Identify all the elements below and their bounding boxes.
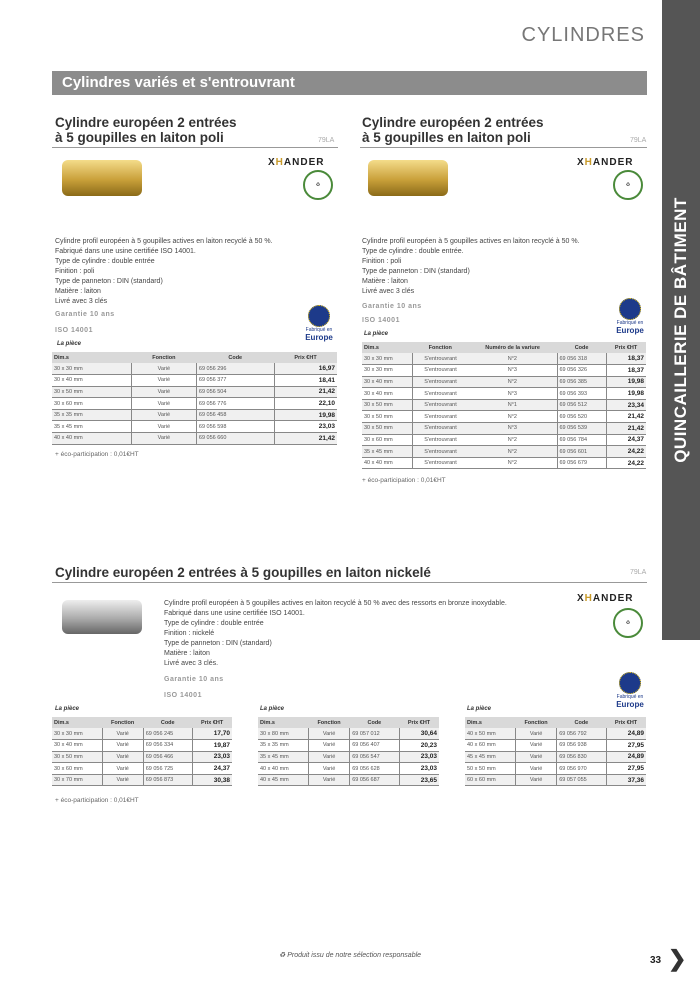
product-title: Cylindre européen 2 entrées à 5 goupilles en laiton nickelé xyxy=(55,565,431,580)
column-header: Numéro de la variure xyxy=(468,342,557,353)
description-line: Finition : poli xyxy=(362,258,402,265)
eu-line1: Fabriqué en xyxy=(616,320,644,326)
table-header xyxy=(465,717,646,728)
table-cell: 23,03 xyxy=(399,751,439,763)
column-header: Code xyxy=(143,717,192,728)
next-page-chevron-icon[interactable]: ❯ xyxy=(668,946,687,971)
column-header: Fonction xyxy=(412,342,468,353)
table-cell: 35 x 45 mm xyxy=(52,421,131,433)
table-cell: 27,95 xyxy=(606,763,646,775)
brand-logo: XHANDER xyxy=(268,157,325,168)
eco-participation: + éco-participation : 0,01€HT xyxy=(55,797,139,804)
description-line: Type de cylindre : double entrée. xyxy=(362,248,464,255)
table-cell: 30 x 80 mm xyxy=(258,728,308,740)
table-cell: 23,03 xyxy=(192,751,232,763)
table-row xyxy=(362,388,646,400)
table-cell: 40 x 60 mm xyxy=(465,740,515,752)
table-row xyxy=(52,774,232,786)
description-line: Fabriqué dans une usine certifiée ISO 14001. xyxy=(164,610,305,617)
column-header: Fonction xyxy=(102,717,143,728)
eu-line2: Europe xyxy=(305,333,333,342)
table-cell: 30,64 xyxy=(399,728,439,740)
table-cell: S'entrouvrant xyxy=(412,376,468,388)
table-cell: 69 056 334 xyxy=(143,740,192,752)
unit-label: La pièce xyxy=(57,341,82,347)
product-image xyxy=(368,160,448,196)
product-image xyxy=(62,160,142,196)
title-line: à 5 goupilles en laiton poli xyxy=(55,130,224,145)
table-row xyxy=(465,751,646,763)
table-cell: 69 056 873 xyxy=(143,774,192,786)
table-cell: Varié xyxy=(131,386,196,398)
table-cell: Varié xyxy=(131,433,196,445)
description-line: Cylindre profil européen à 5 goupilles actives en laiton recyclé à 50 %. xyxy=(55,238,273,245)
table-cell: Varié xyxy=(131,398,196,410)
unit-label: La pièce xyxy=(55,706,80,712)
table-row xyxy=(52,386,337,398)
description-line: Cylindre profil européen à 5 goupilles actives en laiton recyclé à 50 %. xyxy=(362,238,580,245)
price-table xyxy=(52,352,337,445)
table-cell: 69 056 547 xyxy=(350,751,399,763)
description-line: Fabriqué dans une usine certifiée ISO 14001. xyxy=(55,248,196,255)
description-line: Matière : laiton xyxy=(55,288,101,295)
table-cell: 16,97 xyxy=(274,363,337,375)
table-cell: 69 056 512 xyxy=(557,399,606,411)
unit-label: La pièce xyxy=(260,706,285,712)
table-cell: 69 056 725 xyxy=(143,763,192,775)
table-cell: 69 056 326 xyxy=(557,365,606,377)
table-row xyxy=(258,751,439,763)
table-cell: 69 056 784 xyxy=(557,434,606,446)
table-cell: N°2 xyxy=(468,411,557,423)
table-cell: 35 x 35 mm xyxy=(258,740,308,752)
eu-line1: Fabriqué en xyxy=(305,327,333,333)
page-number: 33 xyxy=(650,955,662,966)
table-cell: 30 x 30 mm xyxy=(52,363,131,375)
price-table xyxy=(258,717,439,786)
table-cell: Varié xyxy=(131,375,196,387)
table-row xyxy=(52,409,337,421)
table-cell: 69 056 393 xyxy=(557,388,606,400)
table-cell: 18,37 xyxy=(606,365,646,377)
table-cell: 24,37 xyxy=(192,763,232,775)
table-row xyxy=(52,751,232,763)
table-cell: 30 x 50 mm xyxy=(362,423,412,435)
table-cell: N°3 xyxy=(468,423,557,435)
table-cell: 35 x 45 mm xyxy=(258,751,308,763)
table-cell: 24,22 xyxy=(606,446,646,458)
unit-label: La pièce xyxy=(467,706,492,712)
table-cell: 30 x 40 mm xyxy=(362,388,412,400)
product-image xyxy=(62,600,142,634)
section-title: Cylindres variés et s'entrouvrant xyxy=(52,71,647,95)
price-table xyxy=(362,342,646,469)
description-line: Type de cylindre : double entrée xyxy=(55,258,155,265)
table-cell: 69 056 628 xyxy=(350,763,399,775)
table-cell: 30 x 40 mm xyxy=(52,740,102,752)
brand-logo: XHANDER xyxy=(577,593,634,604)
table-row xyxy=(362,353,646,365)
table-cell: 17,70 xyxy=(192,728,232,740)
table-row xyxy=(465,763,646,775)
table-row xyxy=(52,363,337,375)
table-cell: 21,42 xyxy=(606,411,646,423)
table-cell: 19,98 xyxy=(606,376,646,388)
table-row xyxy=(465,740,646,752)
column-header: Dim.s xyxy=(465,717,515,728)
table-cell: 30 x 60 mm xyxy=(362,434,412,446)
table-row xyxy=(362,446,646,458)
table-row xyxy=(52,728,232,740)
table-cell: N°3 xyxy=(468,388,557,400)
column-header: Prix €HT xyxy=(606,717,646,728)
table-cell: S'entrouvrant xyxy=(412,399,468,411)
table-cell: 69 056 296 xyxy=(196,363,274,375)
column-header: Dim.s xyxy=(52,717,102,728)
table-header xyxy=(362,342,646,353)
divider xyxy=(52,147,338,148)
title-line: Cylindre européen 2 entrées xyxy=(362,115,544,130)
column-header: Fonction xyxy=(515,717,556,728)
table-cell: 69 056 830 xyxy=(557,751,606,763)
table-cell: Varié xyxy=(308,751,349,763)
title-line: Cylindre européen 2 entrées xyxy=(55,115,237,130)
table-cell: 69 056 458 xyxy=(196,409,274,421)
eco-participation: + éco-participation : 0,01€HT xyxy=(55,451,139,458)
side-band-label: QUINCAILLERIE DE BÂTIMENT xyxy=(671,197,690,463)
description-line: Finition : poli xyxy=(55,268,95,275)
column-header: Dim.s xyxy=(258,717,308,728)
table-cell: 69 056 520 xyxy=(557,411,606,423)
made-in-europe xyxy=(301,305,337,342)
table-row xyxy=(258,740,439,752)
table-cell: S'entrouvrant xyxy=(412,457,468,469)
description-line: Matière : laiton xyxy=(362,278,408,285)
table-row xyxy=(258,774,439,786)
footer-text: Produit issu de notre sélection responsable xyxy=(287,952,422,959)
table-row xyxy=(362,376,646,388)
product-title xyxy=(362,115,544,145)
table-cell: 30,38 xyxy=(192,774,232,786)
responsible-badge: ♻ xyxy=(613,608,643,638)
table-cell: 23,65 xyxy=(399,774,439,786)
table-cell: Varié xyxy=(515,763,556,775)
table-row xyxy=(465,774,646,786)
table-cell: 40 x 40 mm xyxy=(52,433,131,445)
table-cell: S'entrouvrant xyxy=(412,434,468,446)
brand-logo: XHANDER xyxy=(577,157,634,168)
table-cell: 30 x 60 mm xyxy=(52,398,131,410)
ref: 79LA xyxy=(630,137,647,144)
column-header: Fonction xyxy=(308,717,349,728)
table-cell: 20,23 xyxy=(399,740,439,752)
table-row xyxy=(362,457,646,469)
guarantee: Garantie 10 ans xyxy=(55,311,115,318)
table-cell: 30 x 50 mm xyxy=(52,751,102,763)
table-cell: Varié xyxy=(102,763,143,775)
iso: ISO 14001 xyxy=(55,327,93,334)
table-cell: N°3 xyxy=(468,365,557,377)
table-cell: 30 x 50 mm xyxy=(52,386,131,398)
table-cell: N°2 xyxy=(468,434,557,446)
table-cell: 21,42 xyxy=(606,423,646,435)
table-row xyxy=(362,434,646,446)
table-row xyxy=(362,423,646,435)
table-row xyxy=(258,728,439,740)
table-cell: Varié xyxy=(102,740,143,752)
table-cell: Varié xyxy=(515,740,556,752)
price-table xyxy=(52,717,232,786)
table-row xyxy=(52,375,337,387)
table-row xyxy=(258,763,439,775)
table-cell: 50 x 50 mm xyxy=(465,763,515,775)
category-title: CYLINDRES xyxy=(521,24,645,46)
table-cell: 40 x 40 mm xyxy=(362,457,412,469)
guarantee: Garantie 10 ans xyxy=(164,676,224,683)
product-description xyxy=(164,599,564,669)
table-cell: 69 056 660 xyxy=(196,433,274,445)
responsible-badge: ♻ xyxy=(303,170,333,200)
table-cell: 69 056 504 xyxy=(196,386,274,398)
table-cell: N°2 xyxy=(468,457,557,469)
table-cell: 24,89 xyxy=(606,728,646,740)
table-cell: 30 x 50 mm xyxy=(362,399,412,411)
table-cell: Varié xyxy=(102,728,143,740)
eu-line2: Europe xyxy=(616,700,644,709)
table-cell: 30 x 40 mm xyxy=(52,375,131,387)
table-row xyxy=(52,398,337,410)
column-header: Dim.s xyxy=(52,352,131,363)
table-cell: 21,42 xyxy=(274,386,337,398)
table-cell: 30 x 30 mm xyxy=(52,728,102,740)
column-header: Prix €HT xyxy=(274,352,337,363)
description-line: Type de panneton : DIN (standard) xyxy=(55,278,163,285)
table-cell: Varié xyxy=(515,728,556,740)
table-cell: 30 x 30 mm xyxy=(362,365,412,377)
table-row xyxy=(362,399,646,411)
guarantee: Garantie 10 ans xyxy=(362,303,422,310)
table-cell: Varié xyxy=(131,363,196,375)
table-cell: Varié xyxy=(131,421,196,433)
eco-participation: + éco-participation : 0,01€HT xyxy=(362,477,446,484)
table-cell: 69 056 601 xyxy=(557,446,606,458)
description-line: Matière : laiton xyxy=(164,650,210,657)
product-title xyxy=(55,115,237,145)
column-header: Code xyxy=(557,342,606,353)
table-row xyxy=(52,763,232,775)
table-cell: Varié xyxy=(308,728,349,740)
table-cell: Varié xyxy=(515,774,556,786)
table-cell: 40 x 40 mm xyxy=(258,763,308,775)
table-header xyxy=(52,352,337,363)
table-row xyxy=(52,740,232,752)
table-row xyxy=(362,411,646,423)
eu-line2: Europe xyxy=(616,326,644,335)
iso: ISO 14001 xyxy=(362,317,400,324)
footer xyxy=(0,951,700,959)
table-cell: 30 x 30 mm xyxy=(362,353,412,365)
table-cell: S'entrouvrant xyxy=(412,353,468,365)
column-header: Code xyxy=(196,352,274,363)
table-cell: 30 x 40 mm xyxy=(362,376,412,388)
table-cell: 27,95 xyxy=(606,740,646,752)
table-row xyxy=(52,433,337,445)
table-cell: 30 x 50 mm xyxy=(362,411,412,423)
table-cell: 69 057 012 xyxy=(350,728,399,740)
eu-flag-icon xyxy=(619,298,641,320)
table-cell: 30 x 70 mm xyxy=(52,774,102,786)
table-cell: S'entrouvrant xyxy=(412,365,468,377)
table-cell: S'entrouvrant xyxy=(412,446,468,458)
table-cell: 23,34 xyxy=(606,399,646,411)
table-cell: S'entrouvrant xyxy=(412,388,468,400)
table-cell: 69 056 598 xyxy=(196,421,274,433)
description-line: Type de cylindre : double entrée xyxy=(164,620,264,627)
table-cell: 23,03 xyxy=(274,421,337,433)
table-cell: 69 056 466 xyxy=(143,751,192,763)
table-cell: 69 056 970 xyxy=(557,763,606,775)
table-header xyxy=(258,717,439,728)
table-cell: 69 056 245 xyxy=(143,728,192,740)
table-cell: 23,03 xyxy=(399,763,439,775)
iso: ISO 14001 xyxy=(164,692,202,699)
table-cell: 40 x 50 mm xyxy=(465,728,515,740)
table-cell: 24,89 xyxy=(606,751,646,763)
table-cell: Varié xyxy=(308,774,349,786)
description-line: Livré avec 3 clés xyxy=(362,288,415,295)
table-cell: 21,42 xyxy=(274,433,337,445)
table-cell: 69 056 679 xyxy=(557,457,606,469)
description-line: Cylindre profil européen à 5 goupilles actives en laiton recyclé à 50 % avec des ressorts en bronze inoxydable. xyxy=(164,600,507,607)
description-line: Livré avec 3 clés. xyxy=(164,660,219,667)
table-cell: 35 x 45 mm xyxy=(362,446,412,458)
table-cell: 69 056 938 xyxy=(557,740,606,752)
table-cell: 18,41 xyxy=(274,375,337,387)
divider xyxy=(360,147,647,148)
table-cell: N°2 xyxy=(468,446,557,458)
description-line: Finition : nickelé xyxy=(164,630,215,637)
table-cell: 69 057 055 xyxy=(557,774,606,786)
table-row xyxy=(52,421,337,433)
table-cell: 69 056 687 xyxy=(350,774,399,786)
table-cell: Varié xyxy=(308,740,349,752)
table-cell: 19,98 xyxy=(606,388,646,400)
table-cell: 35 x 35 mm xyxy=(52,409,131,421)
responsible-icon: ♻ xyxy=(278,952,288,959)
table-cell: 19,98 xyxy=(274,409,337,421)
table-cell: 60 x 60 mm xyxy=(465,774,515,786)
product-description xyxy=(55,237,273,307)
table-cell: 19,87 xyxy=(192,740,232,752)
responsible-badge: ♻ xyxy=(613,170,643,200)
eu-flag-icon xyxy=(308,305,330,327)
made-in-europe xyxy=(612,298,648,335)
table-cell: 69 056 385 xyxy=(557,376,606,388)
description-line: Type de panneton : DIN (standard) xyxy=(164,640,272,647)
description-line: Type de panneton : DIN (standard) xyxy=(362,268,470,275)
table-cell: 37,36 xyxy=(606,774,646,786)
table-cell: 69 056 377 xyxy=(196,375,274,387)
ref: 79LA xyxy=(630,569,647,576)
column-header: Prix €HT xyxy=(399,717,439,728)
eu-flag-icon xyxy=(619,672,641,694)
ref: 79LA xyxy=(318,137,335,144)
column-header: Prix €HT xyxy=(606,342,646,353)
table-cell: 69 056 539 xyxy=(557,423,606,435)
table-cell: 40 x 45 mm xyxy=(258,774,308,786)
eu-line1: Fabriqué en xyxy=(616,694,644,700)
price-table xyxy=(465,717,646,786)
table-cell: 30 x 60 mm xyxy=(52,763,102,775)
side-band xyxy=(662,0,700,640)
table-cell: Varié xyxy=(131,409,196,421)
title-line: à 5 goupilles en laiton poli xyxy=(362,130,531,145)
table-cell: 69 056 318 xyxy=(557,353,606,365)
table-cell: 69 056 407 xyxy=(350,740,399,752)
table-cell: Varié xyxy=(308,763,349,775)
table-cell: 69 056 792 xyxy=(557,728,606,740)
table-cell: S'entrouvrant xyxy=(412,423,468,435)
column-header: Code xyxy=(350,717,399,728)
table-cell: 45 x 45 mm xyxy=(465,751,515,763)
column-header: Code xyxy=(557,717,606,728)
description-line: Livré avec 3 clés xyxy=(55,298,108,305)
product-description xyxy=(362,237,580,297)
column-header: Fonction xyxy=(131,352,196,363)
table-cell: 24,37 xyxy=(606,434,646,446)
table-cell: S'entrouvrant xyxy=(412,411,468,423)
table-cell: Varié xyxy=(102,774,143,786)
table-cell: N°1 xyxy=(468,399,557,411)
table-cell: 24,22 xyxy=(606,457,646,469)
table-cell: 22,10 xyxy=(274,398,337,410)
table-cell: 18,37 xyxy=(606,353,646,365)
column-header: Prix €HT xyxy=(192,717,232,728)
table-cell: Varié xyxy=(102,751,143,763)
table-cell: N°2 xyxy=(468,353,557,365)
made-in-europe xyxy=(612,672,648,709)
divider xyxy=(52,582,647,583)
table-row xyxy=(465,728,646,740)
column-header: Dim.s xyxy=(362,342,412,353)
table-cell: Varié xyxy=(515,751,556,763)
table-cell: 69 056 776 xyxy=(196,398,274,410)
table-row xyxy=(362,365,646,377)
table-cell: N°2 xyxy=(468,376,557,388)
unit-label: La pièce xyxy=(364,331,389,337)
table-header xyxy=(52,717,232,728)
